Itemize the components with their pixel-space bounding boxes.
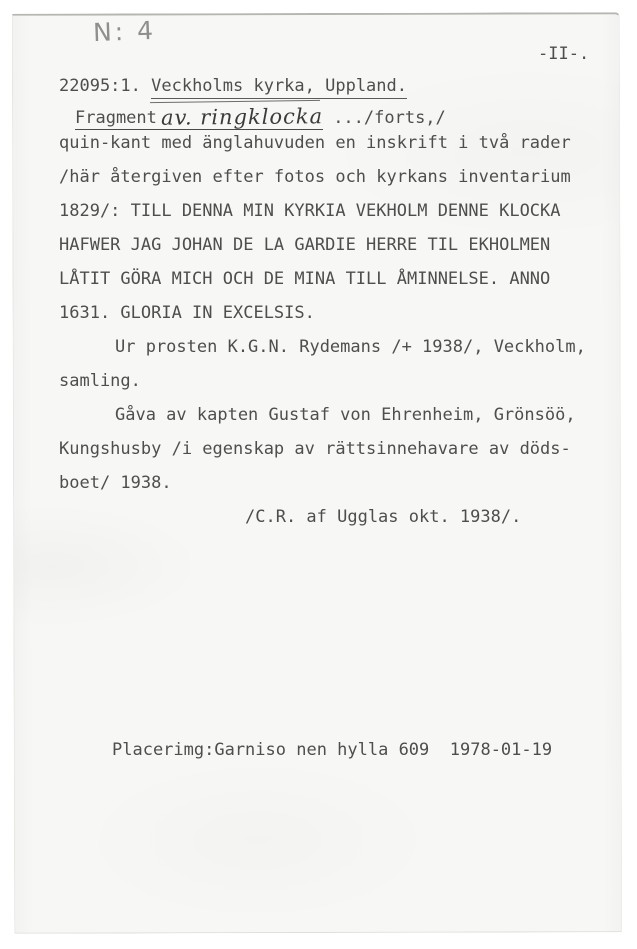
typed-line: /här återgiven efter fotos och kyrkans inventarium [59,167,571,187]
subheading-typed-suffix: .../forts,/ [322,108,446,128]
typed-line: boet/ 1938. [59,473,172,493]
page-number: -II-. [538,44,590,64]
catalog-id: 22095:1. [59,76,152,96]
typed-body [59,126,604,534]
typed-line: /C.R. af Ugglas okt. 1938/. [245,507,522,527]
typed-line: Ur prosten K.G.N. Rydemans /+ 1938/, Veckholm, [115,337,586,357]
typed-line: HAFWER JAG JOHAN DE LA GARDIE HERRE TIL EKHOLMEN [59,235,551,255]
placement-line: Placerimg:Garniso nen hylla 609 1978-01-19 [112,740,553,760]
typed-line: samling. [59,371,141,391]
handwritten-insert: av. ringklocka [160,104,324,130]
pencil-note: N: 4 [92,15,157,48]
typed-line: 1631. GLORIA IN EXCELSIS. [59,303,315,323]
typed-line: quin-kant med änglahuvuden en inskrift i två rader [59,133,571,153]
typed-line: 1829/: TILL DENNA MIN KYRKIA VEKHOLM DENNE KLOCKA [59,201,561,221]
catalog-heading [59,76,407,96]
typed-line: LÅTIT GÖRA MICH OCH DE MINA TILL ÅMINNELSE. ANNO [59,269,551,289]
subheading-typed-prefix: Fragment [75,108,157,128]
heading-title: Veckholms kyrka, Uppland. [151,76,407,99]
typed-line: Gåva av kapten Gustaf von Ehrenheim, Grönsöö, [115,405,576,425]
typed-line: Kungshusby /i egenskap av rättsinnehavare av döds- [59,439,571,459]
